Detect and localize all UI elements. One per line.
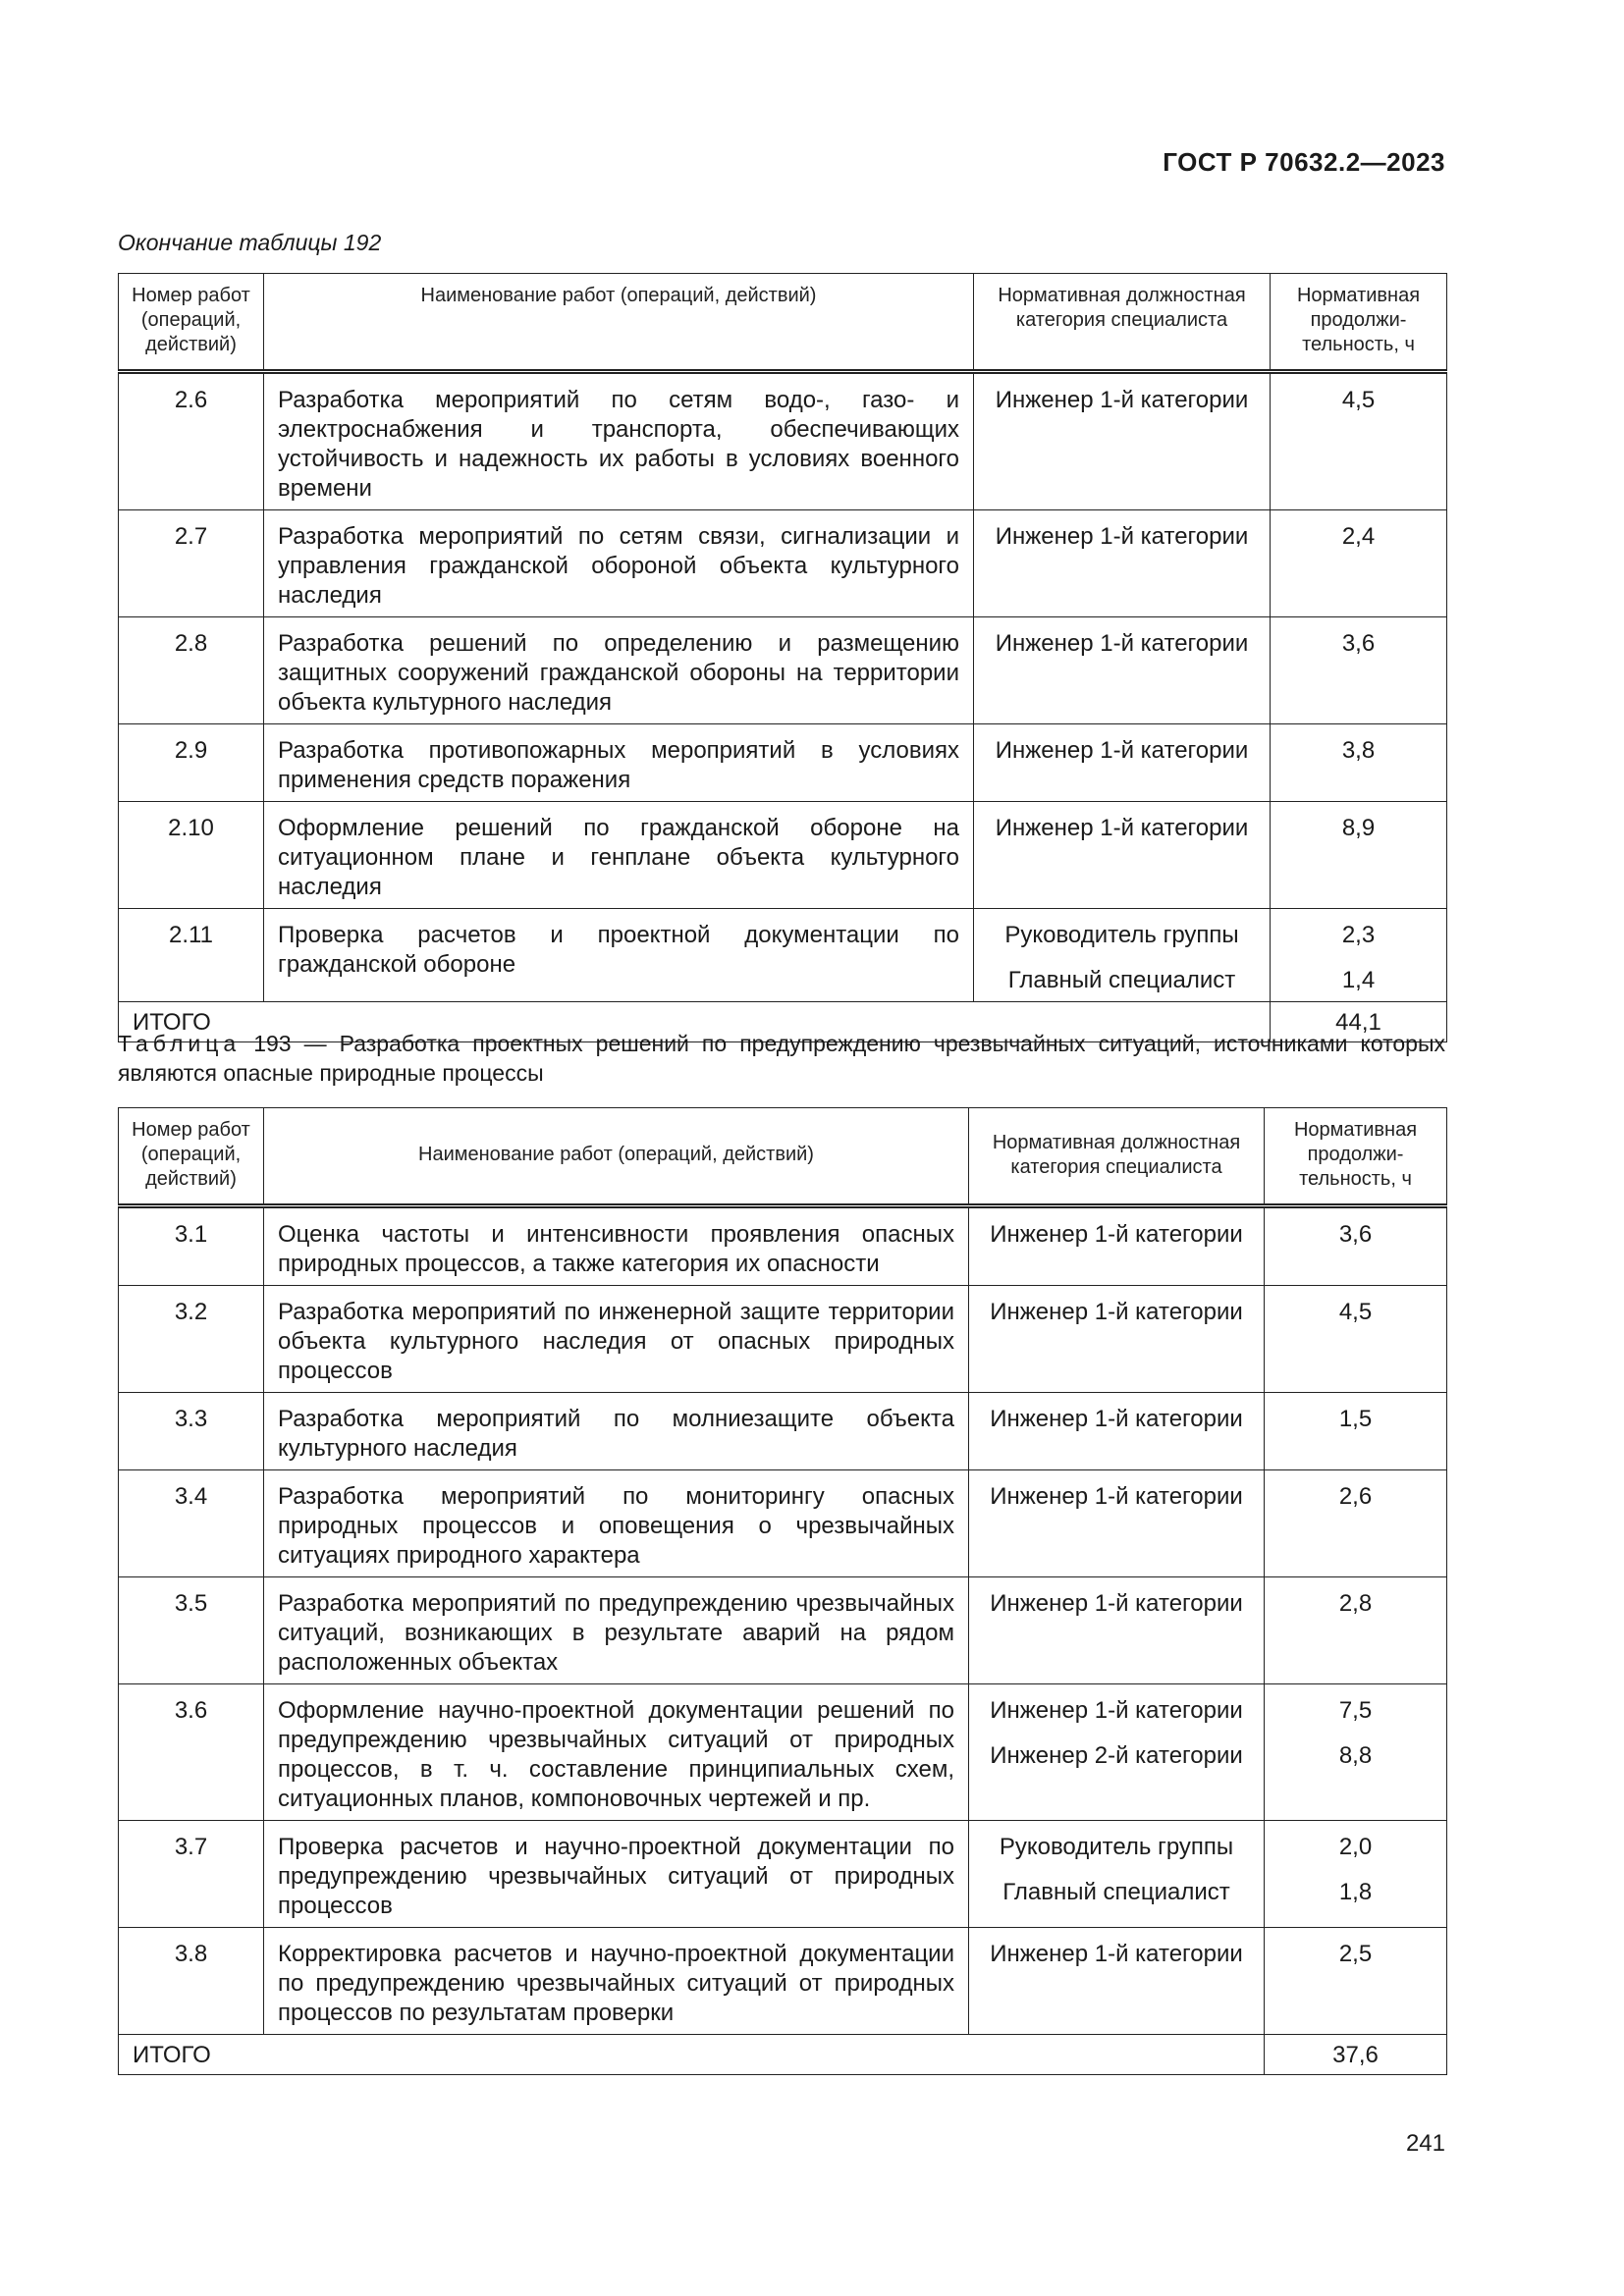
row-num: 3.4 — [119, 1470, 264, 1577]
row-duration: 3,6 — [1265, 1206, 1447, 1286]
row-name: Проверка расчетов и научно-проектной документации по предупреждению чрезвычайных ситуаций от природных процессов — [264, 1821, 969, 1928]
table-row — [119, 1821, 1447, 1928]
row-num: 2.11 — [119, 909, 264, 1002]
table-193-caption — [118, 1029, 1445, 1088]
duration-line: 1,8 — [1338, 1879, 1373, 1905]
table-row — [119, 1286, 1447, 1393]
table-row — [119, 724, 1447, 802]
table-row — [119, 510, 1447, 617]
row-duration: 3,6 — [1271, 617, 1447, 724]
row-name: Оформление решений по гражданской обороне на ситуационном плане и генплане объекта культурного наследия — [264, 802, 974, 909]
row-name: Разработка мероприятий по инженерной защите территории объекта культурного наследия от опасных природных процессов — [264, 1286, 969, 1393]
row-name: Оценка частоты и интенсивности проявления опасных природных процессов, а также категория их опасности — [264, 1206, 969, 1286]
table-header-row — [119, 1108, 1447, 1206]
row-category: Инженер 1-й категории — [974, 724, 1271, 802]
total-value: 44,1 — [1271, 1002, 1447, 1042]
row-num: 2.9 — [119, 724, 264, 802]
row-duration: 8,9 — [1271, 802, 1447, 909]
row-num: 2.8 — [119, 617, 264, 724]
row-num: 3.3 — [119, 1393, 264, 1470]
row-duration — [1271, 909, 1447, 1002]
row-num: 3.6 — [119, 1684, 264, 1821]
row-category: Инженер 1-й категории — [969, 1206, 1265, 1286]
row-num: 2.6 — [119, 372, 264, 510]
row-name: Разработка мероприятий по молниезащите объекта культурного наследия — [264, 1393, 969, 1470]
row-category: Инженер 1-й категории — [969, 1470, 1265, 1577]
row-name: Разработка мероприятий по мониторингу опасных природных процессов и оповещения о чрезвычайных ситуациях природного характера — [264, 1470, 969, 1577]
category-line: Главный специалист — [1007, 967, 1236, 993]
header-duration: Нормативная продолжи-тельность, ч — [1271, 274, 1447, 372]
row-duration: 4,5 — [1271, 372, 1447, 510]
duration-line: 7,5 — [1338, 1697, 1373, 1724]
row-name: Разработка противопожарных мероприятий в условиях применения средств поражения — [264, 724, 974, 802]
row-category: Инженер 1-й категории — [974, 617, 1271, 724]
table-row — [119, 1928, 1447, 2035]
row-name: Разработка мероприятий по сетям связи, сигнализации и управления гражданской обороной объекта культурного наследия — [264, 510, 974, 617]
row-category: Инженер 1-й категории — [969, 1928, 1265, 2035]
table-193 — [118, 1107, 1447, 2075]
page-number: 241 — [1405, 2130, 1445, 2157]
row-num: 3.8 — [119, 1928, 264, 2035]
row-category — [969, 1684, 1265, 1821]
header-duration: Нормативная продолжи-тельность, ч — [1265, 1108, 1447, 1206]
table-row — [119, 372, 1447, 510]
table-row — [119, 1393, 1447, 1470]
row-num: 2.10 — [119, 802, 264, 909]
duration-line: 8,8 — [1338, 1742, 1373, 1769]
row-duration: 3,8 — [1271, 724, 1447, 802]
row-category — [969, 1821, 1265, 1928]
table-row — [119, 617, 1447, 724]
row-name: Разработка мероприятий по предупреждению чрезвычайных ситуаций, возникающих в результате аварий на рядом расположенных объектах — [264, 1577, 969, 1684]
table-row — [119, 1470, 1447, 1577]
table-row — [119, 1577, 1447, 1684]
table-193-caption-text: 193 — Разработка проектных решений по предупреждению чрезвычайных ситуаций, источниками которых являются опасные природные процессы — [118, 1031, 1446, 1086]
row-num: 2.7 — [119, 510, 264, 617]
document-header: ГОСТ Р 70632.2—2023 — [1163, 147, 1445, 177]
total-value: 37,6 — [1265, 2035, 1447, 2075]
row-duration: 2,5 — [1265, 1928, 1447, 2035]
row-category: Инженер 1-й категории — [974, 802, 1271, 909]
header-num: Номер работ (операций, действий) — [119, 274, 264, 372]
row-duration — [1265, 1821, 1447, 1928]
row-duration: 2,4 — [1271, 510, 1447, 617]
total-label: ИТОГО — [119, 2035, 1265, 2075]
category-line: Руководитель группы — [1004, 922, 1239, 948]
category-line: Инженер 2-й категории — [990, 1742, 1243, 1769]
row-name: Оформление научно-проектной документации решений по предупреждению чрезвычайных ситуаций от природных процессов, в т. ч. составление принципиальных схем, ситуационных планов, компоновочных чертежей и пр. — [264, 1684, 969, 1821]
category-line: Инженер 1-й категории — [990, 1697, 1243, 1724]
header-name: Наименование работ (операций, действий) — [264, 274, 974, 372]
total-label: ИТОГО — [119, 1002, 1271, 1042]
table-header-row — [119, 274, 1447, 372]
table-192-caption: Окончание таблицы 192 — [118, 230, 382, 255]
row-duration: 2,6 — [1265, 1470, 1447, 1577]
row-category: Инженер 1-й категории — [969, 1286, 1265, 1393]
row-category — [974, 909, 1271, 1002]
row-num: 3.5 — [119, 1577, 264, 1684]
category-line: Руководитель группы — [999, 1834, 1234, 1860]
duration-line: 2,0 — [1338, 1834, 1373, 1860]
header-category: Нормативная должностная категория специалиста — [974, 274, 1271, 372]
table-193-caption-prefix: Таблица — [118, 1031, 242, 1056]
header-num: Номер работ (операций, действий) — [119, 1108, 264, 1206]
row-num: 3.1 — [119, 1206, 264, 1286]
row-num: 3.2 — [119, 1286, 264, 1393]
row-category: Инженер 1-й категории — [974, 372, 1271, 510]
row-duration — [1265, 1684, 1447, 1821]
table-row — [119, 1684, 1447, 1821]
table-192 — [118, 273, 1447, 1042]
row-category: Инженер 1-й категории — [974, 510, 1271, 617]
row-num: 3.7 — [119, 1821, 264, 1928]
table-row — [119, 909, 1447, 1002]
table-row — [119, 802, 1447, 909]
total-row — [119, 2035, 1447, 2075]
header-name: Наименование работ (операций, действий) — [264, 1108, 969, 1206]
row-name: Разработка решений по определению и размещению защитных сооружений гражданской обороны на территории объекта культурного наследия — [264, 617, 974, 724]
row-duration: 4,5 — [1265, 1286, 1447, 1393]
row-name: Разработка мероприятий по сетям водо-, газо- и электроснабжения и транспорта, обеспечивающих устойчивость и надежность их работы в условиях военного времени — [264, 372, 974, 510]
row-category: Инженер 1-й категории — [969, 1393, 1265, 1470]
row-name: Корректировка расчетов и научно-проектной документации по предупреждению чрезвычайных ситуаций от природных процессов по результатам проверки — [264, 1928, 969, 2035]
row-name: Проверка расчетов и проектной документации по гражданской обороне — [264, 909, 974, 1002]
table-row — [119, 1206, 1447, 1286]
row-category: Инженер 1-й категории — [969, 1577, 1265, 1684]
row-duration: 2,8 — [1265, 1577, 1447, 1684]
duration-line: 2,3 — [1341, 922, 1376, 948]
row-duration: 1,5 — [1265, 1393, 1447, 1470]
category-line: Главный специалист — [1002, 1879, 1230, 1905]
duration-line: 1,4 — [1341, 967, 1376, 993]
header-category: Нормативная должностная категория специалиста — [969, 1108, 1265, 1206]
